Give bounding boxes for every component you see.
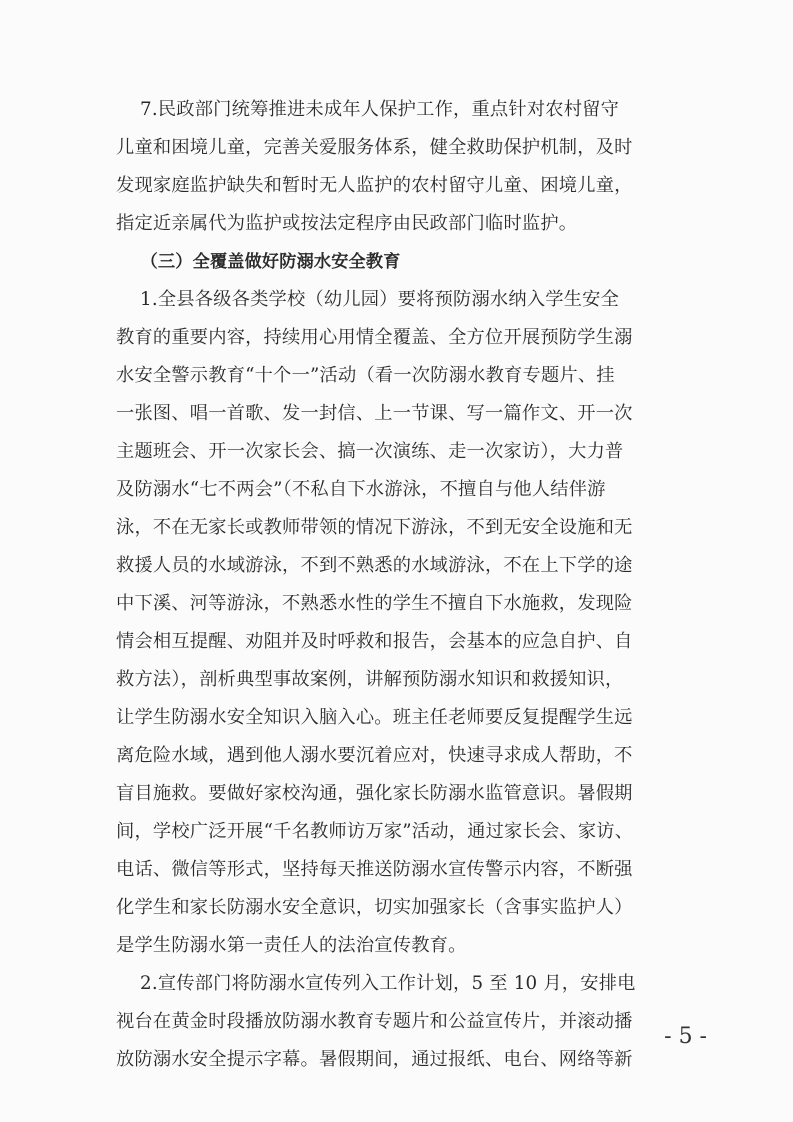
text-line: 主题班会、开一次家长会、搞一次演练、走一次家访），大力普 [116, 441, 624, 462]
section-heading: （三）全覆盖做好防溺水安全教育 [116, 252, 401, 272]
page-number: - 5 - [664, 1024, 707, 1049]
text-line: 中下溪、河等游泳，不熟悉水性的学生不擅自下水施救，发现险 [116, 593, 633, 614]
text-line: 间，学校广泛开展“千名教师访万家”活动，通过家长会、家访、 [116, 821, 634, 842]
text-line: 7.民政部门统筹推进未成年人保护工作，重点针对农村留守 [116, 99, 620, 120]
text-line: 及防溺水“七不两会”（不私自下水游泳，不擅自与他人结伴游 [116, 479, 606, 500]
text-line: 发现家庭监护缺失和暂时无人监护的农村留守儿童、困境儿童， [116, 175, 633, 196]
text-line: 化学生和家长防溺水安全意识，切实加强家长（含事实监护人） [116, 897, 633, 918]
text-line: 救援人员的水域游泳，不到不熟悉的水域游泳，不在上下学的途 [116, 555, 633, 576]
text-line: 电话、微信等形式，坚持每天推送防溺水宣传警示内容，不断强 [116, 859, 633, 880]
text-line: 泳，不在无家长或教师带领的情况下游泳，不到无安全设施和无 [116, 517, 633, 538]
text-line: 指定近亲属代为监护或按法定程序由民政部门临时监护。 [116, 213, 578, 234]
text-line: 水安全警示教育“十个一”活动（看一次防溺水教育专题片、挂 [116, 365, 615, 386]
text-line: 2.宣传部门将防溺水宣传列入工作计划，5 至 10 月，安排电 [116, 973, 636, 994]
text-line: 救方法），剖析典型事故案例，讲解预防溺水知识和救援知识， [116, 669, 624, 690]
text-line: 一张图、唱一首歌、发一封信、上一节课、写一篇作文、开一次 [116, 403, 633, 424]
text-line: 离危险水域，遇到他人溺水要沉着应对，快速寻求成人帮助，不 [116, 745, 633, 766]
text-line: 儿童和困境儿童，完善关爱服务体系，健全救助保护机制，及时 [116, 137, 633, 158]
text-line: 让学生防溺水安全知识入脑入心。班主任老师要反复提醒学生远 [116, 707, 633, 728]
text-line: 放防溺水安全提示字幕。暑假期间，通过报纸、电台、网络等新 [116, 1049, 633, 1070]
text-line: 盲目施救。要做好家校沟通，强化家长防溺水监管意识。暑假期 [116, 783, 633, 804]
text-line: 教育的重要内容，持续用心用情全覆盖、全方位开展预防学生溺 [116, 327, 633, 348]
text-line: 1.全县各级各类学校（幼儿园）要将预防溺水纳入学生安全 [116, 289, 620, 310]
text-line: 情会相互提醒、劝阻并及时呼救和报告，会基本的应急自护、自 [116, 631, 633, 652]
text-line: 视台在黄金时段播放防溺水教育专题片和公益宣传片，并滚动播 [116, 1011, 633, 1032]
text-line: 是学生防溺水第一责任人的法治宣传教育。 [116, 935, 467, 956]
